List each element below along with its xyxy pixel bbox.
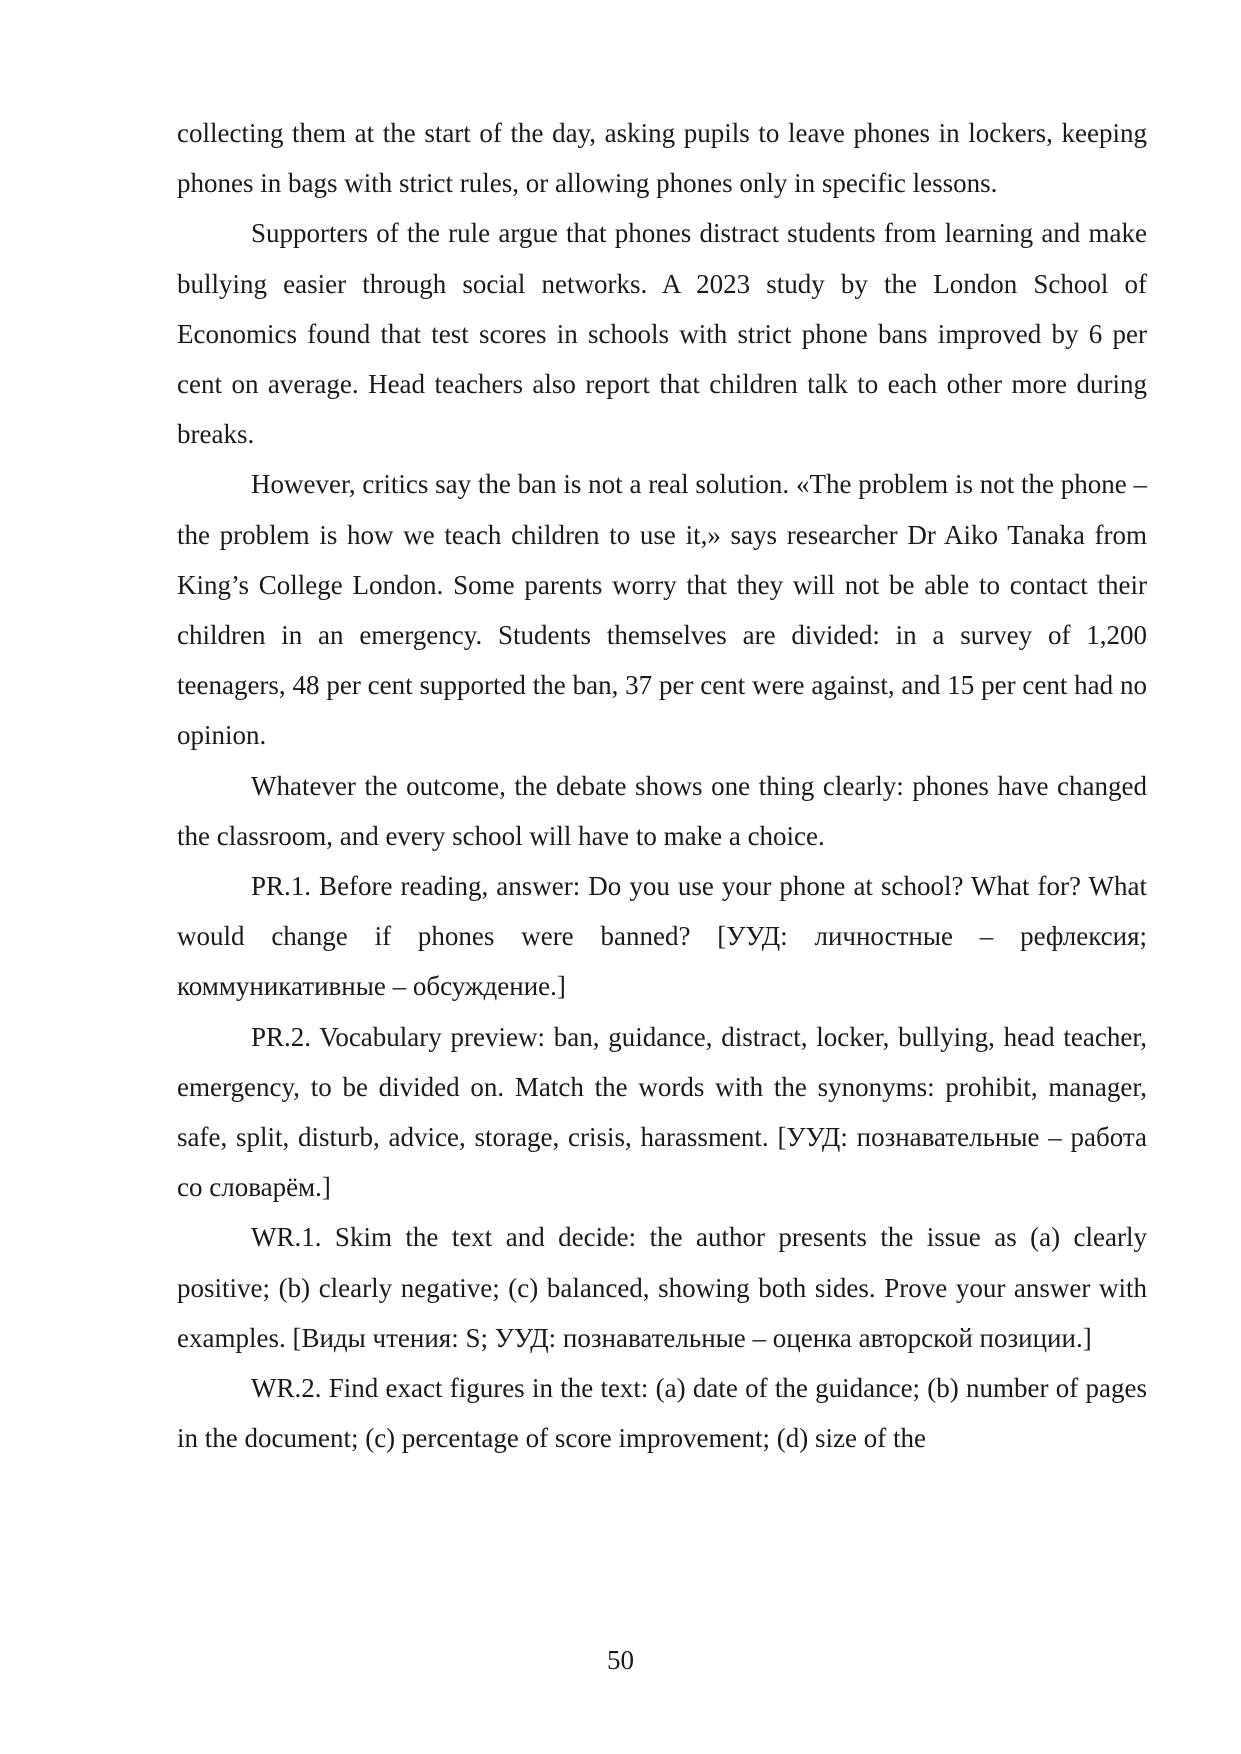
paragraph-continuation: collecting them at the start of the day, asking pupils to leave phones in lockers, keeping phones in bags with strict rules, or allowing phones only in specific lessons.: [177, 118, 1147, 199]
paragraph-supporters: Supporters of the rule argue that phones distract students from learning and make bullying easier through social networks. A 2023 study by the London School of Economics found that test scores in schools with strict phone bans improved by 6 per cent on average. Head teachers also report that children talk to each other more during breaks.: [177, 218, 1147, 450]
paragraph-conclusion: Whatever the outcome, the debate shows one thing clearly: phones have changed the classroom, and every school will have to make a choice.: [177, 770, 1147, 851]
page-number: 50: [607, 1645, 634, 1675]
body-text: [177, 108, 1147, 1463]
paragraph-critics: However, critics say the ban is not a real solution. «The problem is not the phone – the problem is how we teach children to use it,» says researcher Dr Aiko Tanaka from King’s College London. Some parents worry that they will not be able to contact their children in an emergency. Students themselves are divided: in a survey of 1,200 teenagers, 48 per cent supported the ban, 37 per cent were against, and 15 per cent had no opinion.: [177, 469, 1147, 751]
task-pr-2: PR.2. Vocabulary preview: ban, guidance, distract, locker, bullying, head teacher, emergency, to be divided on. Match the words with the synonyms: prohibit, manager, safe, split, disturb, advice, storage, crisis, harassment. [УУД: познавательные – работа со словарём.]: [177, 1021, 1147, 1203]
task-pr-1: PR.1. Before reading, answer: Do you use your phone at school? What for? What would change if phones were banned? [УУД: личностные – рефлексия; коммуникативные – обсуждение.]: [177, 871, 1147, 1002]
task-wr-1: WR.1. Skim the text and decide: the author presents the issue as (a) clearly positive; (b) clearly negative; (c) balanced, showing both sides. Prove your answer with examples. [Виды чтения: S; УУД: познавательные – оценка авторской позиции.]: [177, 1222, 1147, 1353]
task-wr-2: WR.2. Find exact figures in the text: (a) date of the guidance; (b) number of pages in the document; (c) percentage of score improvement; (d) size of the: [177, 1373, 1147, 1454]
